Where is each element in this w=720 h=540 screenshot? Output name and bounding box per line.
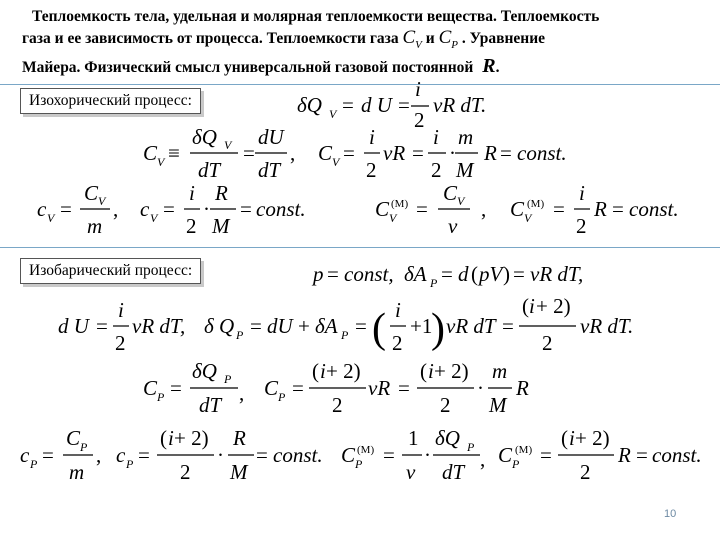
svg-text:dT: dT: [199, 393, 222, 417]
svg-text:δA: δA: [404, 262, 427, 286]
svg-text:δQ: δQ: [192, 359, 217, 383]
svg-text:d: d: [458, 262, 469, 286]
page-number: 10: [664, 508, 677, 520]
svg-text:V: V: [332, 155, 340, 169]
svg-text:P: P: [30, 457, 38, 471]
svg-text:R: R: [215, 181, 228, 205]
svg-text:R: R: [233, 426, 246, 450]
svg-text:i: i: [415, 77, 421, 101]
svg-text:=: =: [383, 443, 395, 467]
svg-text:p: p: [313, 262, 324, 286]
svg-text:c: c: [20, 443, 30, 467]
svg-text:m: m: [492, 359, 508, 383]
formula-cv-definition: [143, 125, 567, 182]
svg-text:i: i: [395, 298, 401, 322]
svg-text:,: ,: [96, 443, 102, 467]
svg-text:): ): [431, 306, 445, 352]
svg-text:·: ·: [477, 376, 484, 400]
svg-text:dU: dU: [267, 314, 293, 338]
svg-text:(: (: [471, 262, 478, 286]
svg-text:C: C: [318, 141, 333, 165]
svg-text:V: V: [47, 211, 55, 225]
svg-text:=: =: [343, 141, 355, 165]
svg-text:M: M: [456, 158, 474, 182]
svg-text:const,: const,: [344, 262, 394, 286]
svg-text:R: R: [594, 197, 607, 221]
svg-text:=: =: [250, 314, 262, 338]
svg-text:νR dT.: νR dT.: [580, 314, 634, 338]
svg-text:νR: νR: [368, 376, 391, 400]
svg-text:i: i: [168, 426, 174, 450]
svg-text:=: =: [292, 376, 304, 400]
svg-text:V: V: [98, 194, 106, 208]
svg-text:,: ,: [480, 447, 486, 471]
svg-text:=: =: [416, 197, 428, 221]
svg-text:V: V: [150, 211, 158, 225]
isochoric-formulas: [37, 77, 679, 238]
svg-text:(: (: [420, 359, 427, 383]
svg-text:i: i: [118, 298, 124, 322]
svg-text:ν: ν: [448, 214, 458, 238]
svg-text:(: (: [561, 426, 568, 450]
formula-cp-definition: [143, 359, 529, 417]
svg-text:2: 2: [440, 393, 451, 417]
svg-text:const.: const.: [629, 197, 679, 221]
svg-text:2: 2: [431, 158, 442, 182]
svg-text:const.: const.: [256, 197, 306, 221]
svg-text:P: P: [355, 457, 363, 471]
svg-text:C: C: [341, 443, 356, 467]
svg-text:P: P: [224, 372, 232, 386]
svg-text:νR: νR: [383, 141, 406, 165]
svg-text:2: 2: [332, 393, 343, 417]
svg-text:(: (: [312, 359, 319, 383]
svg-text:(: (: [522, 294, 529, 318]
svg-text:δQ: δQ: [435, 426, 460, 450]
svg-text:·: ·: [217, 443, 224, 467]
svg-text:c: c: [140, 197, 150, 221]
title-line-2: газа и ее зависимость от процесса. Теплоемкости газа $C_V$ и $C_P$ . Уравнение: [22, 27, 546, 51]
svg-text:V: V: [457, 194, 465, 208]
svg-text:2: 2: [576, 214, 587, 238]
svg-text:c: c: [116, 443, 126, 467]
cp-symbol: $C_P$: [438, 27, 459, 51]
svg-text:m: m: [69, 460, 85, 484]
svg-text:(M): (M): [515, 444, 533, 456]
svg-text:δQ: δQ: [297, 93, 322, 117]
svg-text:const.: const.: [273, 443, 323, 467]
svg-text:C: C: [143, 141, 158, 165]
svg-text:C: C: [66, 426, 81, 450]
svg-text:V: V: [224, 138, 232, 152]
svg-text:C: C: [143, 376, 158, 400]
svg-text:i: i: [189, 181, 195, 205]
svg-text:=: =: [441, 262, 453, 286]
svg-text:δA: δA: [315, 314, 338, 338]
formula-specific-molar-cv: [37, 181, 679, 238]
svg-text:d U: d U: [58, 314, 89, 338]
cv-symbol: $C_V$: [402, 27, 422, 51]
title-line-1: Теплоемкость тела, удельная и молярная теплоемкости вещества. Теплоемкость: [32, 8, 600, 25]
svg-text:=: =: [355, 314, 367, 338]
svg-text:dU: dU: [258, 125, 284, 149]
svg-text:νR dT.: νR dT.: [433, 93, 487, 117]
svg-text:+1: +1: [410, 314, 433, 338]
formula-dq-p: [58, 294, 633, 355]
svg-text:=: =: [243, 141, 255, 165]
svg-text:m: m: [458, 125, 474, 149]
svg-text:=: =: [240, 197, 252, 221]
svg-text:i: i: [433, 125, 439, 149]
svg-text:=: =: [412, 141, 424, 165]
svg-text:2: 2: [180, 460, 191, 484]
isobaric-label: Изобарический процесс:: [20, 258, 201, 284]
svg-text:=: =: [170, 376, 182, 400]
svg-text:i: i: [369, 125, 375, 149]
svg-text:P: P: [80, 440, 88, 454]
svg-text:,: ,: [239, 381, 245, 405]
formula-specific-molar-cp: [20, 426, 702, 484]
svg-text:P: P: [157, 390, 165, 404]
svg-text:≡: ≡: [168, 141, 180, 165]
svg-text:+ 2): + 2): [174, 426, 209, 450]
svg-text:νR dT,: νR dT,: [132, 314, 186, 338]
svg-text:+ 2): + 2): [575, 426, 610, 450]
svg-text:=: =: [256, 443, 268, 467]
svg-text:=: =: [398, 93, 410, 117]
isochoric-label: Изохорический процесс:: [20, 88, 201, 114]
svg-text:(M): (M): [391, 198, 409, 210]
svg-text:ν: ν: [406, 460, 416, 484]
svg-text:P: P: [512, 457, 520, 471]
svg-text:=: =: [636, 443, 648, 467]
svg-text:+ 2): + 2): [536, 294, 571, 318]
svg-text:2: 2: [186, 214, 197, 238]
svg-text:2: 2: [392, 331, 403, 355]
svg-text:,: ,: [481, 197, 487, 221]
svg-text:R: R: [484, 141, 497, 165]
svg-text:,: ,: [113, 197, 119, 221]
svg-text:=: =: [42, 443, 54, 467]
formula-dq-v: [297, 77, 486, 132]
svg-text:pV: pV: [479, 262, 503, 286]
formula-isobaric-work: [311, 262, 583, 290]
svg-text:C: C: [264, 376, 279, 400]
svg-text:=: =: [163, 197, 175, 221]
title-line-3: Майера. Физический смысл универсальной газовой постоянной R.: [22, 54, 500, 77]
svg-text:νR dT: νR dT: [446, 314, 496, 338]
svg-text:·: ·: [424, 443, 431, 467]
svg-text:(: (: [160, 426, 167, 450]
svg-text:d U: d U: [361, 93, 392, 117]
svg-text:=: =: [553, 197, 565, 221]
svg-text:·: ·: [203, 197, 210, 221]
svg-text:·: ·: [449, 141, 456, 165]
svg-text:i: i: [579, 181, 585, 205]
r-symbol: R: [477, 54, 496, 77]
svg-text:2: 2: [366, 158, 377, 182]
svg-text:M: M: [230, 460, 248, 484]
svg-text:C: C: [498, 443, 513, 467]
svg-text:c: c: [37, 197, 47, 221]
svg-text:V: V: [329, 107, 337, 121]
svg-text:=: =: [500, 141, 512, 165]
svg-text:P: P: [236, 328, 244, 342]
svg-text:const.: const.: [652, 443, 702, 467]
svg-text:=: =: [612, 197, 624, 221]
svg-text:+: +: [298, 314, 310, 338]
svg-text:i: i: [569, 426, 575, 450]
svg-text:=: =: [96, 314, 108, 338]
svg-text:1: 1: [408, 426, 419, 450]
svg-text:dT: dT: [198, 158, 221, 182]
svg-text:2: 2: [414, 108, 425, 132]
svg-text:C: C: [510, 197, 525, 221]
svg-text:2: 2: [542, 331, 553, 355]
svg-text:M: M: [489, 393, 507, 417]
svg-text:V: V: [389, 211, 397, 225]
svg-text:P: P: [278, 390, 286, 404]
svg-text:δ Q: δ Q: [204, 314, 235, 338]
svg-text:i: i: [320, 359, 326, 383]
svg-text:P: P: [467, 440, 475, 454]
svg-text:δQ: δQ: [192, 125, 217, 149]
svg-text:=: =: [327, 262, 339, 286]
svg-text:=: =: [138, 443, 150, 467]
svg-text:νR dT,: νR dT,: [530, 262, 584, 286]
svg-text:=: =: [540, 443, 552, 467]
svg-text:R: R: [618, 443, 631, 467]
svg-text:+ 2): + 2): [326, 359, 361, 383]
svg-text:2: 2: [115, 331, 126, 355]
svg-text:2: 2: [580, 460, 591, 484]
svg-text:=: =: [342, 93, 354, 117]
svg-text:P: P: [341, 328, 349, 342]
svg-text:C: C: [375, 197, 390, 221]
svg-text:i: i: [428, 359, 434, 383]
svg-text:P: P: [430, 276, 438, 290]
svg-text:=: =: [398, 376, 410, 400]
svg-text:(M): (M): [527, 198, 545, 210]
svg-text:(: (: [372, 306, 386, 352]
svg-text:C: C: [443, 181, 458, 205]
svg-text:V: V: [524, 211, 532, 225]
svg-text:+ 2): + 2): [434, 359, 469, 383]
svg-text:=: =: [60, 197, 72, 221]
svg-text:R: R: [516, 376, 529, 400]
isobaric-formulas: [20, 262, 702, 484]
svg-text:const.: const.: [517, 141, 567, 165]
svg-text:dT: dT: [442, 460, 465, 484]
svg-text:M: M: [212, 214, 230, 238]
svg-text:): ): [503, 262, 510, 286]
svg-text:=: =: [513, 262, 525, 286]
svg-text:dT: dT: [258, 158, 281, 182]
svg-text:C: C: [84, 181, 99, 205]
svg-text:=: =: [502, 314, 514, 338]
svg-text:V: V: [157, 155, 165, 169]
svg-text:,: ,: [290, 141, 296, 165]
svg-text:(M): (M): [357, 444, 375, 456]
svg-text:P: P: [126, 457, 134, 471]
svg-text:m: m: [87, 214, 103, 238]
svg-text:i: i: [529, 294, 535, 318]
